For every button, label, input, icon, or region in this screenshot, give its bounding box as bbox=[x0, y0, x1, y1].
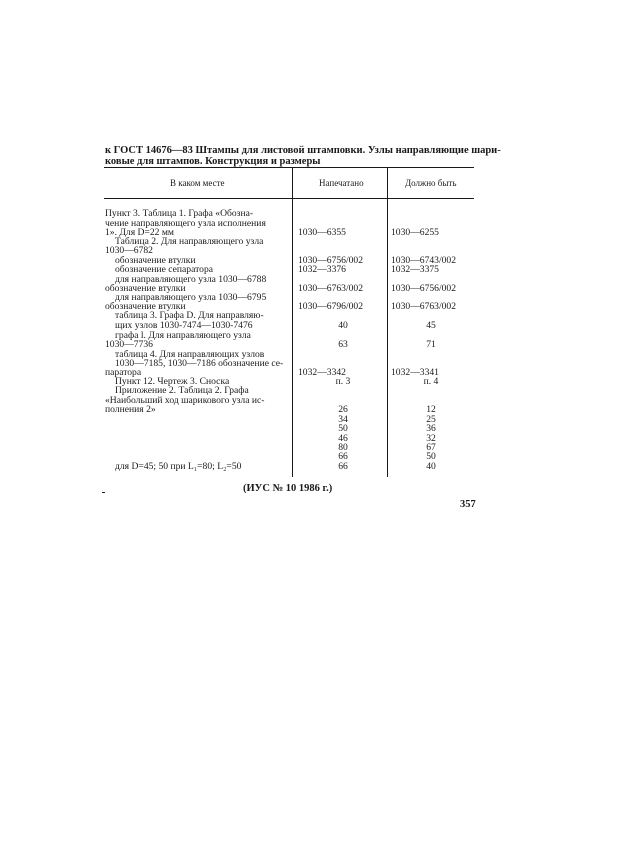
row-location: паратора bbox=[105, 367, 142, 378]
row-printed: 1030—6796/002 bbox=[298, 301, 364, 312]
row-printed: 66 bbox=[338, 451, 348, 462]
row-should-be: 32 bbox=[426, 433, 436, 444]
row-should-be: 36 bbox=[426, 423, 436, 434]
row-printed: 1030—6355 bbox=[298, 227, 346, 238]
header-where: В каком месте bbox=[170, 178, 225, 188]
row-location: Пункт 3. Таблица 1. Графа «Обозна- bbox=[105, 208, 254, 219]
row-location: обозначение втулки bbox=[115, 255, 196, 266]
row-location: 1030—6782 bbox=[105, 245, 153, 256]
row-location: для направляющего узла 1030—6788 bbox=[115, 274, 267, 285]
row-should-be: 40 bbox=[426, 461, 436, 472]
row-location: таблица 3. Графа D. Для направляю- bbox=[115, 310, 264, 321]
page-number: 357 bbox=[460, 499, 476, 510]
row-should-be: 67 bbox=[426, 442, 436, 453]
row-location: «Наибольший ход шарикового узла ис- bbox=[105, 395, 265, 406]
column-divider-1 bbox=[292, 167, 293, 477]
row-printed: 80 bbox=[338, 442, 348, 453]
row-should-be: 1032—3341 bbox=[391, 367, 439, 378]
row-location: обозначение втулки bbox=[105, 283, 186, 294]
margin-mark bbox=[102, 492, 105, 493]
footer-source: (ИУС № 10 1986 г.) bbox=[243, 483, 333, 494]
row-should-be: п. 4 bbox=[423, 376, 439, 387]
row-location: для D=45; 50 при L₁=80; L₂=50 bbox=[115, 461, 242, 472]
row-should-be: 50 bbox=[426, 451, 436, 462]
row-should-be: 1032—3375 bbox=[391, 264, 439, 275]
row-location: Таблица 2. Для направляющего узла bbox=[115, 236, 264, 247]
row-printed: 1030—6756/002 bbox=[298, 255, 364, 266]
row-should-be: 71 bbox=[426, 339, 436, 350]
document-title bbox=[105, 145, 501, 167]
row-should-be: 45 bbox=[426, 320, 436, 331]
row-printed: 50 bbox=[338, 423, 348, 434]
row-location: таблица 4. Для направляющих узлов bbox=[115, 349, 265, 360]
row-location: полнения 2» bbox=[105, 404, 156, 415]
row-should-be: 1030—6255 bbox=[391, 227, 439, 238]
row-printed: 46 bbox=[338, 433, 348, 444]
row-location: чение направляющего узла исполнения bbox=[105, 218, 266, 229]
row-printed: 1032—3376 bbox=[298, 264, 346, 275]
row-location: графа l. Для направляющего узла bbox=[115, 330, 251, 341]
row-location: 1030—7185, 1030—7186 обозначение се- bbox=[115, 358, 284, 369]
table-header-rule bbox=[104, 198, 474, 199]
row-printed: 34 bbox=[338, 414, 348, 425]
title-line-2: ковые для штампов. Конструкция и размеры bbox=[105, 156, 321, 167]
row-should-be: 25 bbox=[426, 414, 436, 425]
row-printed: 1030—6763/002 bbox=[298, 283, 364, 294]
row-printed: 26 bbox=[338, 404, 348, 415]
row-printed: 1032—3342 bbox=[298, 367, 346, 378]
row-should-be: 1030—6743/002 bbox=[391, 255, 457, 266]
row-printed: 66 bbox=[338, 461, 348, 472]
row-location: 1030—7736 bbox=[105, 339, 153, 350]
row-location: для направляющего узла 1030—6795 bbox=[115, 292, 267, 303]
row-printed: 40 bbox=[338, 320, 348, 331]
row-location: щих узлов 1030-7474—1030-7476 bbox=[115, 320, 253, 331]
row-location: 1». Для D=22 мм bbox=[105, 227, 175, 238]
row-location: Приложение 2. Таблица 2. Графа bbox=[115, 385, 249, 396]
table-top-rule bbox=[104, 167, 474, 168]
row-printed: п. 3 bbox=[335, 376, 351, 387]
row-should-be: 12 bbox=[426, 404, 436, 415]
row-location: обозначение втулки bbox=[105, 301, 186, 312]
row-printed: 63 bbox=[338, 339, 348, 350]
row-location: обозначение сепаратора bbox=[115, 264, 214, 275]
title-line-1: к ГОСТ 14676—83 Штампы для листовой штамповки. Узлы направляющие шари- bbox=[105, 145, 501, 156]
row-should-be: 1030—6763/002 bbox=[391, 301, 457, 312]
header-should-be: Должно быть bbox=[405, 178, 457, 188]
header-printed: Напечатано bbox=[319, 178, 364, 188]
row-location: Пункт 12. Чертеж 3. Сноска bbox=[115, 376, 230, 387]
row-should-be: 1030—6756/002 bbox=[391, 283, 457, 294]
